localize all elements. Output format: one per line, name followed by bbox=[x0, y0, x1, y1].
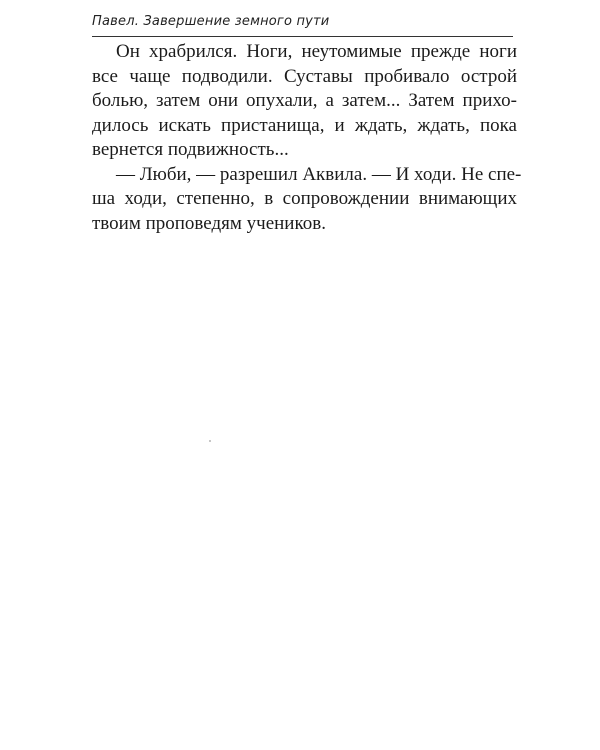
paragraph-2 bbox=[92, 163, 522, 237]
body-text bbox=[92, 40, 522, 236]
header-rule bbox=[92, 36, 513, 37]
text-line: Он храбрился. Ноги, неутомимые прежде ноги bbox=[116, 41, 517, 62]
text-line: болью, затем они опухали, а затем... Затем прихо- bbox=[92, 90, 517, 111]
text-line: все чаще подводили. Суставы пробивало острой bbox=[92, 65, 517, 87]
text-line: — Люби, — разрешил Аквила. — И ходи. Не спе- bbox=[116, 163, 522, 185]
scan-speck bbox=[209, 440, 211, 442]
text-line: вернется подвижность... bbox=[92, 139, 289, 160]
paragraph-1 bbox=[92, 40, 517, 163]
text-line: ша ходи, степенно, в сопровождении внимающих bbox=[92, 188, 517, 209]
running-head: Павел. Завершение земного пути bbox=[92, 14, 330, 29]
text-line: дилось искать пристанища, и ждать, ждать, пока bbox=[92, 114, 517, 136]
text-line: твоим проповедям учеников. bbox=[92, 212, 326, 234]
